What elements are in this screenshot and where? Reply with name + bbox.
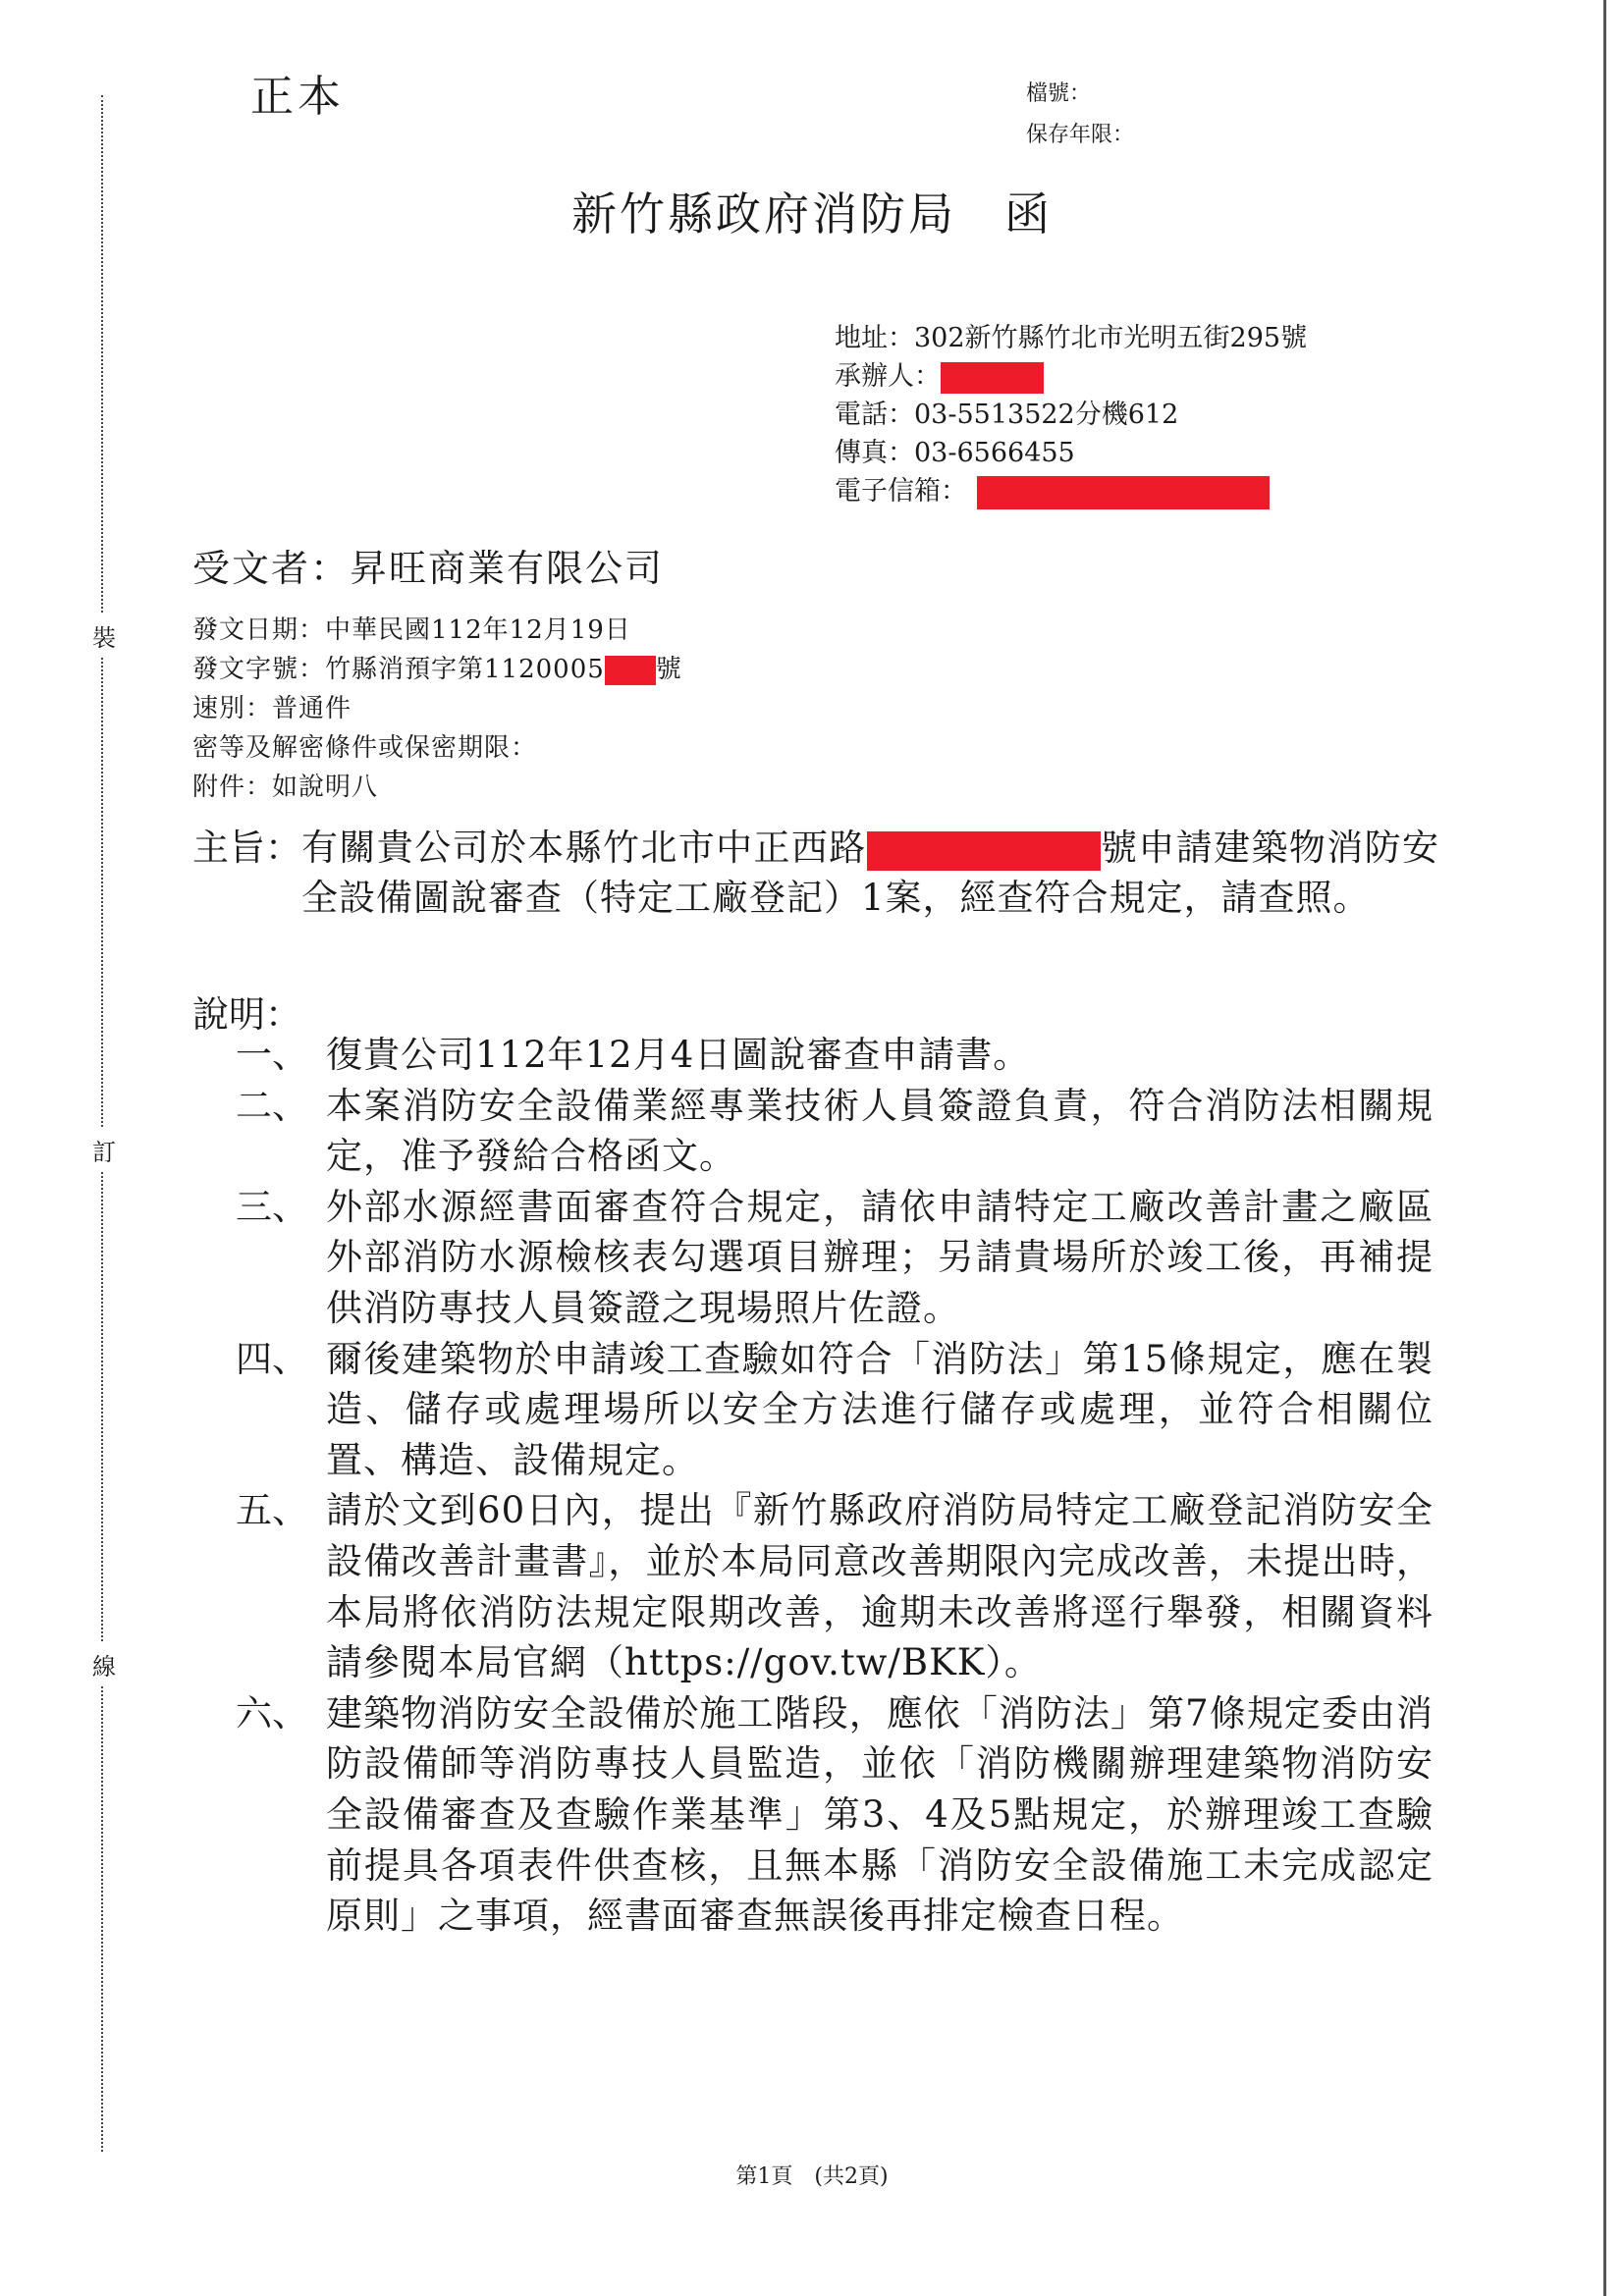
scan-edge-line xyxy=(1603,0,1606,2296)
contact-email xyxy=(835,472,1307,510)
document-meta xyxy=(192,611,682,807)
recipient: 受文者：昇旺商業有限公司 xyxy=(192,547,665,590)
item-number: 二、 xyxy=(236,1084,308,1127)
subject-label: 主旨： xyxy=(192,827,301,869)
list-item xyxy=(236,1030,1434,1081)
original-copy-mark: 正本 xyxy=(250,72,345,122)
list-item xyxy=(236,1334,1434,1486)
archive-retention xyxy=(1026,120,1134,151)
item-text: 外部水源經書面審查符合規定，請依申請特定工廠改善計畫之廠區外部消防水源檢核表勾選項目辦理；另請貴場所於竣工後，再補提供消防專技人員簽證之現場照片佐證。 xyxy=(326,1185,1434,1329)
redaction-box xyxy=(977,476,1270,509)
secrecy-level: 密等及解密條件或保密期限： xyxy=(192,733,538,763)
item-text: 爾後建築物於申請竣工查驗如符合「消防法」第15條規定，應在製造、儲存或處理場所以安全方法進行儲存或處理，並符合相關位置、構造、設備規定。 xyxy=(326,1337,1434,1481)
page-number: 第1頁 (共2頁) xyxy=(735,2164,889,2189)
archive-file-no xyxy=(1026,79,1091,110)
delivery-speed: 速別：普通件 xyxy=(192,694,352,723)
item-text: 建築物消防安全設備於施工階段，應依「消防法」第7條規定委由消防設備師等消防專技人員監造，並依「消防機關辦理建築物消防安全設備審查及查驗作業基準」第3、4及5點規定，於辦理竣工查驗前提具各項表件供查核，且無本縣「消防安全設備施工未完成認定原則」之事項，經書面審查無誤後再排定檢查日程。 xyxy=(326,1691,1434,1938)
redaction-box xyxy=(605,656,656,685)
redaction-box xyxy=(941,362,1044,394)
subject-text-after: 號申請建築物消防安全設備圖說審查（特定工廠登記）1案，經查符合規定，請查照。 xyxy=(301,827,1439,919)
item-text: 本案消防安全設備業經專業技術人員簽證負責，符合消防法相關規定，准予發給合格函文。 xyxy=(326,1084,1434,1178)
redaction-box xyxy=(867,831,1101,871)
explanation-list xyxy=(236,1030,1434,1942)
contact-address: 地址：302新竹縣竹北市光明五街295號 xyxy=(835,323,1308,353)
list-item xyxy=(236,1081,1434,1182)
binding-label-ding: 訂 xyxy=(92,1129,116,1171)
list-item xyxy=(236,1485,1434,1687)
contact-fax: 傳真：03-6566455 xyxy=(835,438,1075,468)
subject-text-before: 有關貴公司於本縣竹北市中正西路 xyxy=(301,827,867,869)
item-number: 一、 xyxy=(236,1034,308,1076)
list-item xyxy=(236,1182,1434,1334)
item-number: 三、 xyxy=(236,1185,308,1228)
item-number: 六、 xyxy=(236,1691,308,1735)
binding-dotted-line xyxy=(101,95,103,2152)
document-title: 新竹縣政府消防局 函 xyxy=(571,187,1053,240)
item-number: 四、 xyxy=(236,1337,308,1380)
attachment-note: 附件：如說明八 xyxy=(192,773,379,802)
binding-label-xian: 線 xyxy=(92,1643,116,1685)
contact-email-label: 電子信箱： xyxy=(835,476,967,507)
explanation-label: 說明： xyxy=(192,993,301,1036)
issue-date: 發文日期：中華民國112年12月19日 xyxy=(192,615,631,645)
archive-retention-label: 保存年限： xyxy=(1026,123,1135,147)
list-item xyxy=(236,1688,1434,1942)
archive-file-no-label: 檔號： xyxy=(1026,81,1092,106)
contact-handler-label: 承辦人： xyxy=(835,361,941,392)
document-number-suffix: 號 xyxy=(655,655,682,684)
document-number xyxy=(192,650,682,689)
contact-block xyxy=(835,319,1307,510)
subject-section xyxy=(192,823,1439,923)
document-number-prefix: 發文字號：竹縣消預字第1120005 xyxy=(192,655,605,684)
subject-text xyxy=(301,823,1439,923)
binding-label-zhuang: 裝 xyxy=(92,614,116,657)
contact-phone: 電話：03-5513522分機612 xyxy=(835,400,1179,430)
item-text: 復貴公司112年12月4日圖說審查申請書。 xyxy=(326,1034,1031,1076)
item-text: 請於文到60日內，提出『新竹縣政府消防局特定工廠登記消防安全設備改善計畫書』，並於本局同意改善期限內完成改善，未提出時，本局將依消防法規定限期改善，逾期未改善將逕行舉發，相關資料請參閱本局官網（https://gov.tw/BKK）。 xyxy=(326,1489,1434,1684)
item-number: 五、 xyxy=(236,1489,308,1532)
contact-handler xyxy=(835,357,1307,396)
